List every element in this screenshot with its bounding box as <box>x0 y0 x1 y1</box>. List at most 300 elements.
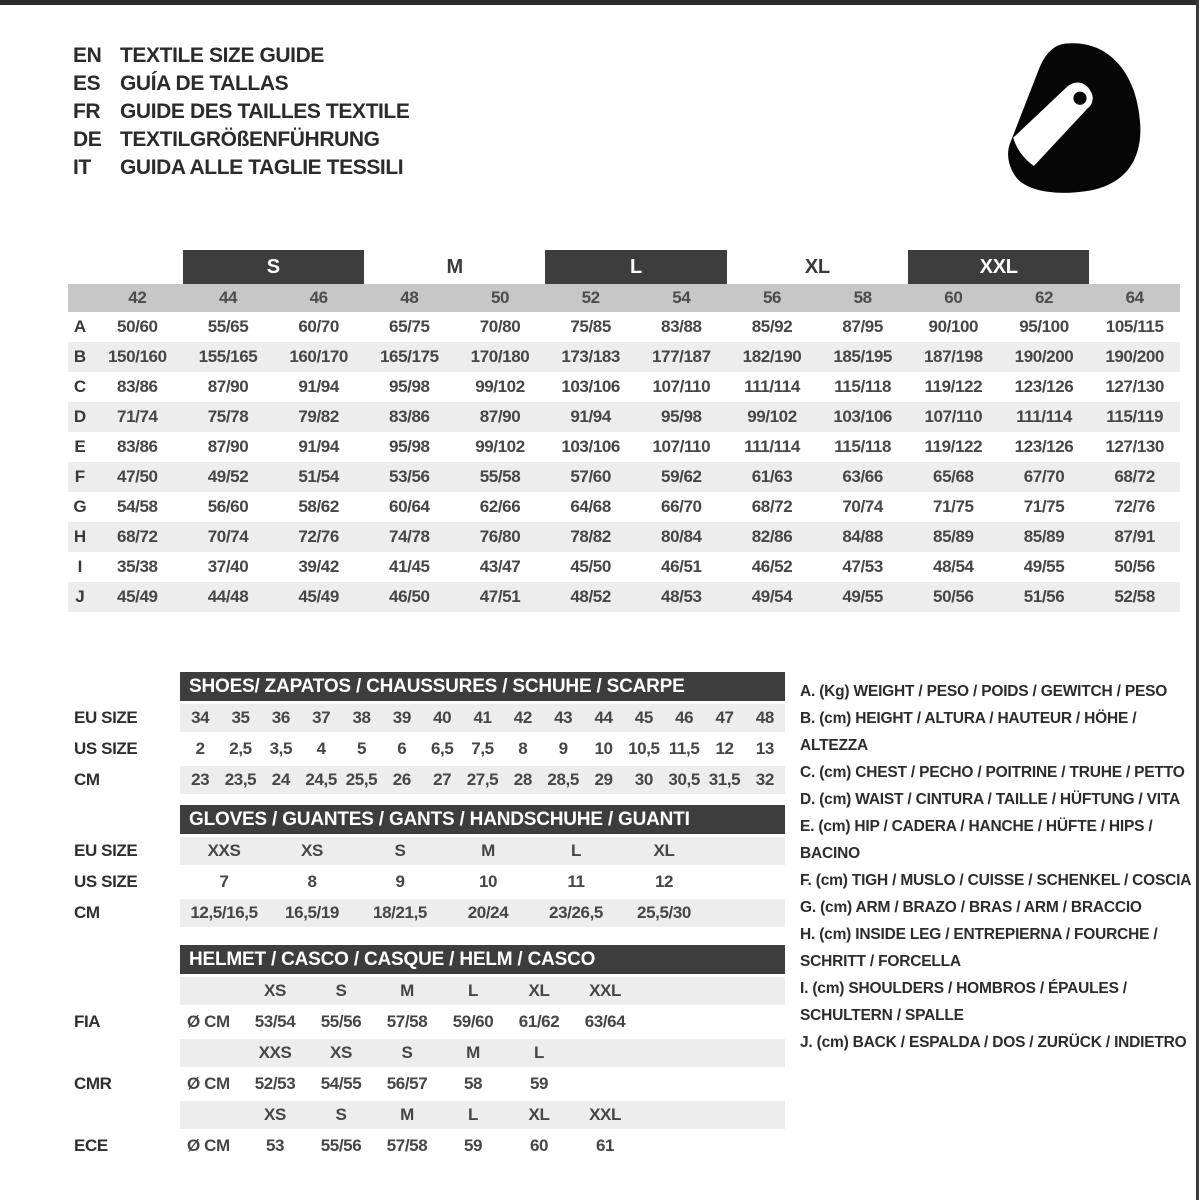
shoes-table-title-bar <box>180 672 785 701</box>
glove-size-cell: 9 <box>395 872 405 891</box>
size-value-cell: 68/72 <box>117 527 158 546</box>
numeric-size-header-cell: 54 <box>672 288 691 307</box>
guide-title: GUIDA ALLE TAGLIE TESSILI <box>120 156 404 179</box>
size-value-cell: 67/70 <box>1023 467 1065 486</box>
sub-row-label: CM <box>74 770 100 789</box>
size-group-label-s: S <box>183 250 364 284</box>
sub-row-cells <box>180 766 785 794</box>
shoe-size-cell: 36 <box>271 708 290 727</box>
language-code: IT <box>73 156 91 179</box>
size-value-cell: 71/75 <box>1023 497 1065 516</box>
measurement-row-label: D <box>73 407 87 426</box>
measurement-row-label: J <box>75 587 85 606</box>
size-value-cell: 41/45 <box>389 557 430 576</box>
helmet-size-label-cell: M <box>400 1105 414 1124</box>
size-value-cell: 111/114 <box>1016 407 1072 426</box>
size-band-spacer <box>68 250 92 284</box>
size-value-cell: 50/60 <box>117 317 158 336</box>
helmet-size-value-cell <box>572 1070 638 1098</box>
shoe-size-cell: 10,5 <box>628 739 660 758</box>
helmet-size-table <box>68 945 785 1160</box>
gloves-table-title-bar <box>180 805 785 834</box>
measurement-legend-item: F. (cm) TIGH / MUSLO / CUISSE / SCHENKEL / COSCIA <box>800 872 1192 889</box>
size-value-cell: 60/64 <box>389 497 430 516</box>
helmet-size-label-cell: XS <box>264 1105 286 1124</box>
size-value-cell: 51/56 <box>1023 587 1065 606</box>
helmet-size-label-cell: XS <box>264 981 286 1000</box>
size-value-cell: 87/95 <box>842 317 883 336</box>
size-value-cell: 91/94 <box>298 437 339 456</box>
right-border-line <box>1196 0 1199 1200</box>
gloves-table-title: GLOVES / GUANTES / GANTS / HANDSCHUHE / GUANTI <box>189 808 690 830</box>
helmet-standard-cells <box>180 1132 785 1160</box>
size-value-cell: 71/75 <box>933 497 974 516</box>
helmet-standard-cells <box>180 1070 785 1098</box>
helmet-size-value-cell: 59 <box>529 1074 549 1093</box>
helmet-table-title-bar <box>180 945 785 974</box>
size-value-cell: 177/187 <box>651 347 711 366</box>
size-value-cell: 105/115 <box>1105 317 1164 336</box>
gloves-table-body <box>68 837 785 927</box>
helmet-size-label-cell: XL <box>528 1105 550 1124</box>
size-value-cell: 58/62 <box>298 497 339 516</box>
numeric-size-header-cell: 62 <box>1034 288 1054 307</box>
size-value-cell: 150/160 <box>108 347 167 366</box>
sub-table-row <box>68 837 785 865</box>
size-value-cell: 65/68 <box>933 467 974 486</box>
language-title-row <box>73 154 409 182</box>
size-value-cell: 68/72 <box>751 497 793 516</box>
numeric-size-header-cell: 64 <box>1125 288 1144 307</box>
size-value-cell: 66/70 <box>661 497 702 516</box>
helmet-unit-spacer <box>180 1039 242 1067</box>
shoe-size-cell: 27,5 <box>466 770 499 789</box>
helmet-size-value-cell: 57/58 <box>386 1012 428 1031</box>
size-value-cell: 90/100 <box>928 317 979 336</box>
size-group-label-xxl: XXL <box>908 250 1089 284</box>
size-value-cell: 37/40 <box>207 557 249 576</box>
size-group-label-l: L <box>545 250 726 284</box>
guide-title: TEXTILE SIZE GUIDE <box>120 44 324 67</box>
size-value-cell: 107/110 <box>652 437 711 456</box>
size-value-cell: 78/82 <box>570 527 611 546</box>
helmet-size-header-row <box>68 977 785 1005</box>
sub-table-row <box>68 766 785 794</box>
helmet-size-label-cell: XS <box>330 1043 352 1062</box>
language-code: FR <box>73 100 101 123</box>
measurement-row-g <box>68 492 1180 522</box>
size-value-cell: 52/58 <box>1114 587 1155 606</box>
shoe-size-cell: 10 <box>594 739 613 758</box>
language-title-row <box>73 126 409 154</box>
measurement-row-label: A <box>73 317 87 336</box>
measurement-row-label: C <box>73 377 87 396</box>
language-code: EN <box>73 44 102 67</box>
shoe-size-cell: 42 <box>513 708 532 727</box>
sub-row-label: US SIZE <box>74 872 138 891</box>
measurement-row-f <box>68 462 1180 492</box>
measurement-legend-item: C. (cm) CHEST / PECHO / POITRINE / TRUHE / PETTO <box>800 764 1185 781</box>
size-value-cell: 155/165 <box>198 347 258 366</box>
size-value-cell: 82/86 <box>751 527 793 546</box>
helmet-size-value-cell: 63/64 <box>584 1012 626 1031</box>
measurement-row-label: I <box>77 557 83 576</box>
size-value-cell: 47/50 <box>117 467 158 486</box>
sub-row-cells <box>180 704 785 732</box>
helmet-size-label-cell: L <box>534 1043 544 1062</box>
helmet-unit-label: Ø CM <box>187 1012 230 1031</box>
size-value-cell: 61/63 <box>751 467 793 486</box>
size-value-cell: 43/47 <box>479 557 521 576</box>
size-value-cell: 72/76 <box>1114 497 1155 516</box>
shoe-size-cell: 34 <box>191 708 210 727</box>
shoe-size-cell: 39 <box>392 708 411 727</box>
glove-size-cell: 23/26,5 <box>549 903 603 922</box>
helmet-standard-label: ECE <box>74 1136 108 1155</box>
shoe-size-cell: 47 <box>715 708 734 727</box>
helmet-size-label-cell: XXL <box>589 1105 621 1124</box>
size-value-cell: 46/52 <box>751 557 793 576</box>
shoe-size-cell: 3,5 <box>269 739 293 758</box>
size-value-cell: 95/98 <box>389 377 430 396</box>
size-group-label-xl: XL <box>804 255 830 278</box>
helmet-size-label-cell: M <box>400 981 414 1000</box>
size-value-cell: 65/75 <box>389 317 430 336</box>
helmet-size-value-cell: 60 <box>529 1136 549 1155</box>
size-value-cell: 64/68 <box>570 497 611 516</box>
size-value-cell: 83/88 <box>661 317 702 336</box>
glove-size-cell: XS <box>301 841 323 860</box>
helmet-size-label-cell: XXL <box>589 981 621 1000</box>
sub-row-cells <box>180 735 785 763</box>
measurement-row-j <box>68 582 1180 612</box>
numeric-size-header-row <box>68 284 1180 312</box>
helmet-size-header-cells <box>180 977 785 1005</box>
helmet-size-value-cell: 55/56 <box>320 1012 362 1031</box>
size-value-cell: 95/98 <box>389 437 430 456</box>
language-title-row <box>73 70 409 98</box>
glove-size-cell: S <box>394 841 406 860</box>
size-value-cell: 50/56 <box>1114 557 1155 576</box>
size-value-cell: 84/88 <box>842 527 883 546</box>
numeric-size-header-cell: 58 <box>853 288 872 307</box>
numeric-size-header-cell: 46 <box>309 288 328 307</box>
shoe-size-cell: 6 <box>397 739 407 758</box>
size-value-cell: 165/175 <box>379 347 439 366</box>
helmet-size-header-cells <box>180 1101 785 1129</box>
helmet-unit-spacer <box>180 977 242 1005</box>
helmet-size-header-row <box>68 1101 785 1129</box>
helmet-standard-row-fia <box>68 1008 785 1036</box>
size-value-cell: 47/53 <box>842 557 883 576</box>
measurement-legend-item: G. (cm) ARM / BRAZO / BRAS / ARM / BRACCIO <box>800 899 1142 916</box>
shoe-size-cell: 32 <box>755 770 774 789</box>
helmet-size-header-spacer <box>68 1101 180 1129</box>
shoe-size-cell: 38 <box>352 708 371 727</box>
size-value-cell: 62/66 <box>479 497 521 516</box>
size-value-cell: 115/118 <box>834 437 892 456</box>
size-value-cell: 70/80 <box>479 317 521 336</box>
shoes-size-table <box>68 672 785 794</box>
helmet-size-header-cells <box>180 1039 785 1067</box>
helmet-size-value-cell: 54/55 <box>320 1074 362 1093</box>
shoe-size-cell: 4 <box>316 739 326 758</box>
helmet-size-header-row <box>68 1039 785 1067</box>
helmet-size-value-cell: 53/54 <box>254 1012 296 1031</box>
language-title-block <box>73 42 409 182</box>
size-value-cell: 46/51 <box>661 557 702 576</box>
size-value-cell: 119/122 <box>924 377 983 396</box>
helmet-size-value-cell: 52/53 <box>254 1074 296 1093</box>
helmet-size-label-cell: L <box>468 981 478 1000</box>
glove-size-cell: 18/21,5 <box>373 903 427 922</box>
shoe-size-cell: 26 <box>392 770 411 789</box>
size-value-cell: 79/82 <box>298 407 339 426</box>
size-value-cell: 49/55 <box>842 587 883 606</box>
shoe-size-cell: 7,5 <box>471 739 494 758</box>
size-value-cell: 46/50 <box>389 587 430 606</box>
glove-size-cell: 8 <box>307 872 317 891</box>
sub-row-label: EU SIZE <box>74 708 138 727</box>
measurement-legend-item: A. (Kg) WEIGHT / PESO / POIDS / GEWITCH / PESO <box>800 683 1168 700</box>
size-value-cell: 45/49 <box>298 587 339 606</box>
helmet-size-value-cell: 57/58 <box>386 1136 428 1155</box>
shoe-size-cell: 30 <box>634 770 653 789</box>
size-value-cell: 83/86 <box>389 407 430 426</box>
sub-row-label: US SIZE <box>74 739 138 758</box>
size-value-cell: 185/195 <box>833 347 892 366</box>
size-value-cell: 85/89 <box>933 527 974 546</box>
size-value-cell: 85/89 <box>1023 527 1065 546</box>
shoes-table-title: SHOES/ ZAPATOS / CHAUSSURES / SCHUHE / SCARPE <box>189 675 685 697</box>
size-value-cell: 47/51 <box>479 587 521 606</box>
glove-size-cell: 12 <box>654 872 674 891</box>
sub-table-row <box>68 868 785 896</box>
helmet-size-value-cell: 61/62 <box>518 1012 560 1031</box>
size-value-cell: 85/92 <box>751 317 793 336</box>
shoe-size-cell: 2,5 <box>229 739 252 758</box>
glove-size-cell: XL <box>653 841 675 860</box>
glove-size-cell: 7 <box>219 872 229 891</box>
size-value-cell: 57/60 <box>570 467 611 486</box>
size-value-cell: 95/100 <box>1019 317 1069 336</box>
size-value-cell: 115/118 <box>834 377 892 396</box>
measurement-row-e <box>68 432 1180 462</box>
shoe-size-cell: 5 <box>356 739 367 758</box>
glove-size-cell: 25,5/30 <box>637 903 691 922</box>
shoe-size-cell: 28,5 <box>547 770 579 789</box>
size-value-cell: 80/84 <box>661 527 702 546</box>
glove-size-cell: M <box>481 841 495 860</box>
language-title-row <box>73 42 409 70</box>
helmet-standard-row-cmr <box>68 1070 785 1098</box>
size-value-cell: 76/80 <box>479 527 521 546</box>
shoe-size-cell: 35 <box>231 708 250 727</box>
helmet-size-label-cell: M <box>466 1043 480 1062</box>
size-value-cell: 107/110 <box>924 407 983 426</box>
shoe-size-cell: 8 <box>518 739 528 758</box>
glove-size-cell: 20/24 <box>467 903 509 922</box>
sub-table-row <box>68 735 785 763</box>
shoe-size-cell: 11,5 <box>668 739 700 758</box>
numeric-size-header-cell: 60 <box>944 288 963 307</box>
sub-table-row <box>68 704 785 732</box>
shoe-size-cell: 48 <box>755 708 774 727</box>
shoe-size-cell: 24,5 <box>305 770 337 789</box>
size-value-cell: 48/54 <box>933 557 974 576</box>
size-value-cell: 87/90 <box>479 407 521 426</box>
glove-size-cell: 12,5/16,5 <box>190 903 258 922</box>
sub-table-row <box>68 899 785 927</box>
shoe-size-cell: 9 <box>558 739 568 758</box>
helmet-size-value-cell: 53 <box>265 1136 285 1155</box>
helmet-size-header-spacer <box>68 1039 180 1067</box>
size-value-cell: 59/62 <box>661 467 702 486</box>
shoe-size-cell: 23,5 <box>224 770 257 789</box>
size-value-cell: 35/38 <box>117 557 158 576</box>
sub-row-cells <box>180 899 785 927</box>
size-value-cell: 87/91 <box>1114 527 1155 546</box>
helmet-standard-cells <box>180 1008 785 1036</box>
shoe-size-cell: 28 <box>513 770 532 789</box>
size-value-cell: 68/72 <box>1114 467 1155 486</box>
size-value-cell: 45/49 <box>117 587 158 606</box>
language-code: ES <box>73 72 101 95</box>
size-value-cell: 49/55 <box>1023 557 1065 576</box>
helmet-size-label-cell: S <box>335 1105 347 1124</box>
numeric-header-spacer <box>68 284 92 312</box>
shoe-size-cell: 44 <box>594 708 613 727</box>
helmet-size-label-cell: S <box>401 1043 413 1062</box>
size-value-cell: 95/98 <box>661 407 702 426</box>
shoe-size-cell: 45 <box>634 708 653 727</box>
size-value-cell: 170/180 <box>470 347 530 366</box>
helmet-size-value-cell: 56/57 <box>386 1074 428 1093</box>
size-value-cell: 91/94 <box>298 377 339 396</box>
size-value-cell: 51/54 <box>298 467 339 486</box>
size-value-cell: 190/200 <box>1105 347 1164 366</box>
glove-size-cell: 10 <box>478 872 498 891</box>
size-value-cell: 123/126 <box>1014 377 1074 396</box>
size-value-cell: 55/58 <box>479 467 521 486</box>
measurement-row-label: G <box>73 497 87 516</box>
size-value-cell: 70/74 <box>842 497 883 516</box>
size-value-cell: 103/106 <box>561 437 620 456</box>
size-value-cell: 56/60 <box>207 497 249 516</box>
size-value-cell: 103/106 <box>833 407 892 426</box>
size-group-label-m: M <box>446 255 463 278</box>
measurement-row-a <box>68 312 1180 342</box>
size-value-cell: 115/119 <box>1106 407 1164 426</box>
numeric-size-header-cell: 44 <box>218 288 238 307</box>
size-value-cell: 99/102 <box>475 377 525 396</box>
size-value-cell: 49/52 <box>207 467 249 486</box>
helmet-size-label-cell: L <box>468 1105 478 1124</box>
size-value-cell: 190/200 <box>1014 347 1074 366</box>
shoe-size-cell: 40 <box>433 708 452 727</box>
helmet-standard-label: FIA <box>74 1012 101 1031</box>
shoe-size-cell: 24 <box>271 770 290 789</box>
sub-row-label: CM <box>74 903 100 922</box>
shoe-size-cell: 31,5 <box>708 770 741 789</box>
numeric-size-header-cell: 48 <box>400 288 419 307</box>
helmet-unit-label: Ø CM <box>187 1074 230 1093</box>
size-value-cell: 50/56 <box>933 587 974 606</box>
size-value-cell: 91/94 <box>570 407 611 426</box>
numeric-size-header-cell: 50 <box>490 288 510 307</box>
shoe-size-cell: 25,5 <box>345 770 378 789</box>
size-value-cell: 54/58 <box>117 497 158 516</box>
measurement-row-label: F <box>74 467 86 486</box>
helmet-size-value-cell: 58 <box>463 1074 483 1093</box>
size-value-cell: 173/183 <box>561 347 620 366</box>
size-value-cell: 160/170 <box>289 347 348 366</box>
size-value-cell: 70/74 <box>207 527 249 546</box>
size-value-cell: 71/74 <box>117 407 158 426</box>
measurement-legend-item: H. (cm) INSIDE LEG / ENTREPIERNA / FOURCHE / SCHRITT / FORCELLA <box>800 926 1158 970</box>
sub-row-label: EU SIZE <box>74 841 138 860</box>
size-value-cell: 99/102 <box>475 437 525 456</box>
measurement-row-i <box>68 552 1180 582</box>
textile-size-table-body <box>68 312 1180 612</box>
helmet-standard-label: CMR <box>74 1074 112 1093</box>
glove-size-cell: 16,5/19 <box>285 903 339 922</box>
size-value-cell: 49/54 <box>751 587 793 606</box>
language-code: DE <box>73 128 102 151</box>
size-value-cell: 127/130 <box>1105 377 1164 396</box>
size-value-cell: 87/90 <box>207 437 249 456</box>
size-value-cell: 48/53 <box>661 587 702 606</box>
helmet-size-value-cell: 59 <box>463 1136 483 1155</box>
glove-size-cell: 11 <box>567 872 585 891</box>
shoe-size-cell: 12 <box>715 739 734 758</box>
size-value-cell: 74/78 <box>389 527 430 546</box>
size-value-cell: 75/78 <box>207 407 249 426</box>
size-value-cell: 63/66 <box>842 467 883 486</box>
size-value-cell: 39/42 <box>298 557 339 576</box>
helmet-unit-label: Ø CM <box>187 1136 230 1155</box>
shoe-size-cell: 30,5 <box>668 770 700 789</box>
size-value-cell: 107/110 <box>652 377 711 396</box>
size-value-cell: 53/56 <box>389 467 430 486</box>
measurement-row-d <box>68 402 1180 432</box>
numeric-size-header-cell: 52 <box>581 288 600 307</box>
helmet-size-label-cell <box>572 1039 638 1067</box>
measurement-legend-item: D. (cm) WAIST / CINTURA / TAILLE / HÜFTUNG / VITA <box>800 791 1180 808</box>
size-value-cell: 111/114 <box>744 377 800 396</box>
helmet-size-value-cell: 55/56 <box>320 1136 362 1155</box>
measurement-row-label: E <box>74 437 86 456</box>
measurement-legend-item: I. (cm) SHOULDERS / HOMBROS / ÉPAULES / SCHULTERN / SPALLE <box>800 980 1127 1024</box>
size-value-cell: 83/86 <box>117 437 158 456</box>
size-group-header-row <box>68 250 1180 284</box>
measurement-row-label: B <box>73 347 87 366</box>
shoes-table-body <box>68 704 785 794</box>
size-value-cell: 45/50 <box>570 557 611 576</box>
helmet-size-header-spacer <box>68 977 180 1005</box>
language-title-row <box>73 98 409 126</box>
measurement-row-label: H <box>73 527 87 546</box>
helmet-size-label-cell: S <box>335 981 347 1000</box>
size-value-cell: 123/126 <box>1014 437 1074 456</box>
guide-title: GUÍA DE TALLAS <box>120 72 289 95</box>
helmet-size-value-cell: 59/60 <box>452 1012 494 1031</box>
guide-title: TEXTILGRÖßENFÜHRUNG <box>120 128 380 151</box>
helmet-size-value-cell: 61 <box>595 1136 615 1155</box>
size-value-cell: 55/65 <box>207 317 249 336</box>
size-value-cell: 187/198 <box>923 347 983 366</box>
size-value-cell: 44/48 <box>207 587 249 606</box>
